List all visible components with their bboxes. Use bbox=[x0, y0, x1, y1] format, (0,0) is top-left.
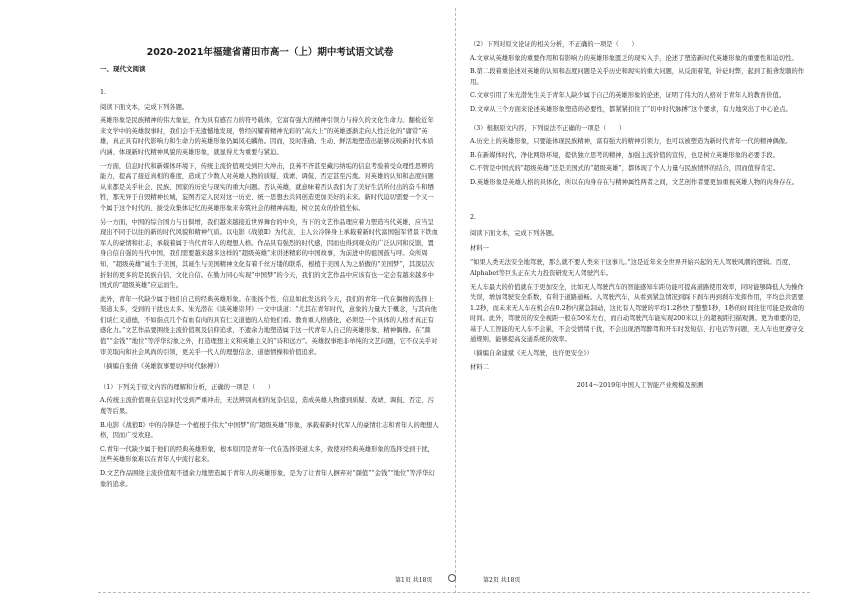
bottom-divider bbox=[98, 592, 810, 593]
option-b: B.电影《战狼Ⅱ》中的冷锋是一个植根于伟大“中国梦”的“超级英雄”形象，承载着新时代军人的豪情壮志和青年人的理想人格，因而广受欢迎。 bbox=[100, 421, 439, 440]
page-number-right: 第2页 共18页 bbox=[483, 577, 521, 584]
passage-paragraph: 一方面，信息时代和新媒体环境下，传统主流价值观受到巨大冲击，良莠不齐甚至藏污纳垢的信息考验着受众理性思辨的能力，提高了接近真相的难度，造成了少数人对英雄人物的质疑、戏谑、调侃、否定甚至污蔑。对英雄的认知和态度问题从来都是关乎社会、民族、国家的历史与现实的重大问题。否认英雄，就意味着否认我们为了美好生活所付出的奋斗和牺牲，那无异于自毁精神长城，妄图否定人民对这一历史、统一思想去共同创造更加美好的未来。新时代迫切需要一个又一个属于这个时代的、拔受众集体记忆的英雄形象来夯筑社会的精神高地，树立民众的价值坐标。 bbox=[100, 162, 434, 212]
question-number: 2. bbox=[470, 213, 477, 221]
option-b: B.在新媒体时代，净化网络环境，提供独立思考的精神，加强主流价值的宣传，也是树立英雄形象的必要手段。 bbox=[470, 151, 779, 159]
page-number-left: 第1页 共18页 bbox=[395, 577, 433, 584]
option-a: A.传统主流价值观在信息时代受到严重冲击，无法辨别真相的复杂信息，造成英雄人物遭到质疑、戏谑、调侃、否定、污蔑等后果。 bbox=[100, 397, 434, 416]
material-label: 材料一 bbox=[470, 244, 489, 252]
option-b: B.第二段着重论述对英雄的认知和态度问题是关乎历史和现实的重大问题，从反面着笔，针砭时弊，起到了振聋发聩的作用。 bbox=[470, 68, 805, 86]
option-a: A.历史上的英雄形象，只要能体现民族精神，富有强大的精神引领力，也可以被塑造为新时代青年一代的精神偶像。 bbox=[470, 138, 792, 146]
passage-paragraph: 此外，青年一代缺少属于他们自己的经典英雄形象。在张扬个性、信息如此发达的今天，我们的青年一代在偶像的选择上渠道太多，受到的干扰也太多。朱光潜在《谈英雄崇拜》一文中谈道：“尤其在青年时代，意象的力量大于概念，与其向他们谈仁义道德，不如指点几个有血有肉的具有仁义道德的人给他们看。教育重人格感化，必须是一个具体的人格才真正有感化力。”文艺作品要围绕主流价值观及信仰追求，不遗余力地塑造属于这一代青年人自己的英雄形象、精神偶像。在“颜值”“金钱”“地位”等浮华幻象之外，打造理想主义和英雄主义的“诗和远方”。英雄叙事绝非单纯的文艺问题，它不仅关乎对审美取向和社会风尚的引领，更关乎一代人的理想信念、道德情操和价值追求。 bbox=[100, 295, 438, 356]
subquestion-stem: （1）下列关于原文内容的理解和分析，正确的一项是（ ） bbox=[100, 383, 275, 391]
option-a: A.文章从英雄形象的重要作用和有影响力的英雄形象匮乏的现实入手，论述了塑造新时代英雄形象的重要性和迫切性。 bbox=[470, 54, 798, 62]
subquestion-stem: （2）下列对原文论证的相关分析，不正确的一项是（ ） bbox=[470, 41, 638, 48]
subquestion-stem: （3）根据原文内容，下列说法不正确的一项是（ ） bbox=[470, 124, 626, 132]
page-title: 2020-2021年福建省莆田市高一（上）期中考试语文试卷 bbox=[146, 47, 394, 58]
option-d: D.文艺作品围绕主流价值观不遗余力地塑造属于青年人的英雄形象，是为了让青年人摒弃对“颜值”“金钱”“地位”等浮华幻象的追求。 bbox=[100, 470, 435, 488]
left-column bbox=[100, 84, 440, 490]
option-c: C.文章引用了朱光潜先生关于青年人缺少属于自己的英雄形象的论述，证明了伟大的人格对于青年人的教育价值。 bbox=[470, 92, 786, 100]
option-c: C.不管是中国式的“超级英雄”还是美国式的“超级英雄”，都体现了个人力量与民族情怀的结合，因而值得肯定。 bbox=[470, 165, 780, 173]
binding-circle-icon bbox=[448, 574, 456, 582]
column-divider bbox=[455, 8, 456, 593]
question-number: 1. bbox=[100, 89, 107, 96]
material-source: （摘编自余建斌《无人驾驶，也许更安全》） bbox=[470, 350, 593, 358]
passage-source: （摘编自张倩《英雄叙事要切中时代脉搏》） bbox=[100, 363, 223, 371]
material-label: 材料二 bbox=[470, 363, 489, 371]
right-column bbox=[470, 40, 810, 392]
passage-paragraph: 另一方面，中国的综合国力与日俱增，我们越来越接近世界舞台的中央，当下的文艺作品理应着力塑造当代英雄，应当呈现出不同于以往的新的时代风貌和精神气质。以电影《战狼Ⅱ》为代表，主人公冷锋身上承载着新时代富国强军背景下铁血军人的豪情和壮志，承载着属于当代青年人的理想人格。作品具有强烈的时代感，因而也得到观众的广泛认同和反馈，置身自信自强的当代中国，我们需要越来越多这样的“超级英雄”来讲述精彩的中国故事，为前进中的祖国鼓与呼。众所周知，“超级英雄”诞生于美国，其诞生与美国精神文化有着千丝万缕的联系，根植于美国人为之骄傲的“美国梦”，其深层次折射的更多的是民族自信、文化自信。在勤力同心实现“中国梦”的今天，我们的文艺作品中应该有也一定会有越来越多中国式的“超级英雄”应运而生。 bbox=[100, 218, 439, 290]
question-intro: 阅读下面文本，完成下列各题。 bbox=[100, 103, 189, 111]
figure-title: 2014～2019年中国人工智能产业规模及预测 bbox=[576, 382, 704, 390]
material-paragraph: “如果人类无法安全地驾驶，那么就不要人类来干这事儿。”这是近年来全世界开始兴起的无人驾驶风潮的逻辑。百度、Alphabet等巨头正在大力投资研发无人驾驶汽车。 bbox=[470, 259, 795, 277]
option-d: D.英雄形象是英雄人格的具体化，所以在肉身存在与精神属性两者之间，文艺创作者要更加重视英雄人物的肉身存在。 bbox=[470, 178, 798, 186]
section-heading: 一、现代文阅读 bbox=[100, 65, 146, 73]
question-intro: 阅读下面文本，完成下列各题。 bbox=[470, 230, 559, 238]
material-paragraph: 无人车最大的价值就在于更加安全，比如无人驾驶汽车的智能感知车距功能可提高道路使用效率，同时能够降低人为操作失误，增加驾驶安全系数，有利于道路通畅。人驾驶汽车，从看到紧急情况到踩下刹车再到刹车发挥作用，平均总共需要1.2秒，而未来无人车在机会在0.2秒内紧急制动，这比有人驾驶的平均1.2秒快了整整1秒，1秒的时间往往可能是致命的时间。此外，驾驶员的安全视距一般在50米左右，而自动驾驶汽车能实现200米以上的超视距扫描观测。更为重要的是，基于人工智能的无人车不会累，不会受情绪干扰，不会出现酒驾醉驾和开车时发短信、打电话等问题，无人车也更遵守交通规则，能够提高交通系统的效率。 bbox=[470, 283, 805, 344]
option-c: C.青年一代缺少属于他们的经典英雄形象，根本原因是青年一代在选择渠道太多，致使对经典英雄形象的选择受到干扰，这些英雄形象难以在青年人中流行起来。 bbox=[100, 445, 435, 464]
passage-paragraph: 英雄形象是民族精神的伟大象征，作为具有感召力的符号载体，它富有强大的精神引领力与持久的文化生命力。翻检近年来文学中的英雄叙事时，我们会不无遗憾地发现，曾经闪耀着精神光彩的“高大上”的英雄逐渐走向人性泛化的“庸常”英雄，真正具有时代影响力和生命力的英雄形象仍属凤毛麟角。因而，及时准确、生动、鲜活地塑造出能够反映新时代本质内涵、体现新时代精神风貌的英雄形象，就显得尤为重要与紧迫。 bbox=[100, 117, 434, 156]
option-d: D.文章从三个方面来论述英雄形象塑造的必要性，都紧紧扣住了“切中时代脉搏”这个要求，有力地突出了中心论点。 bbox=[470, 105, 792, 113]
